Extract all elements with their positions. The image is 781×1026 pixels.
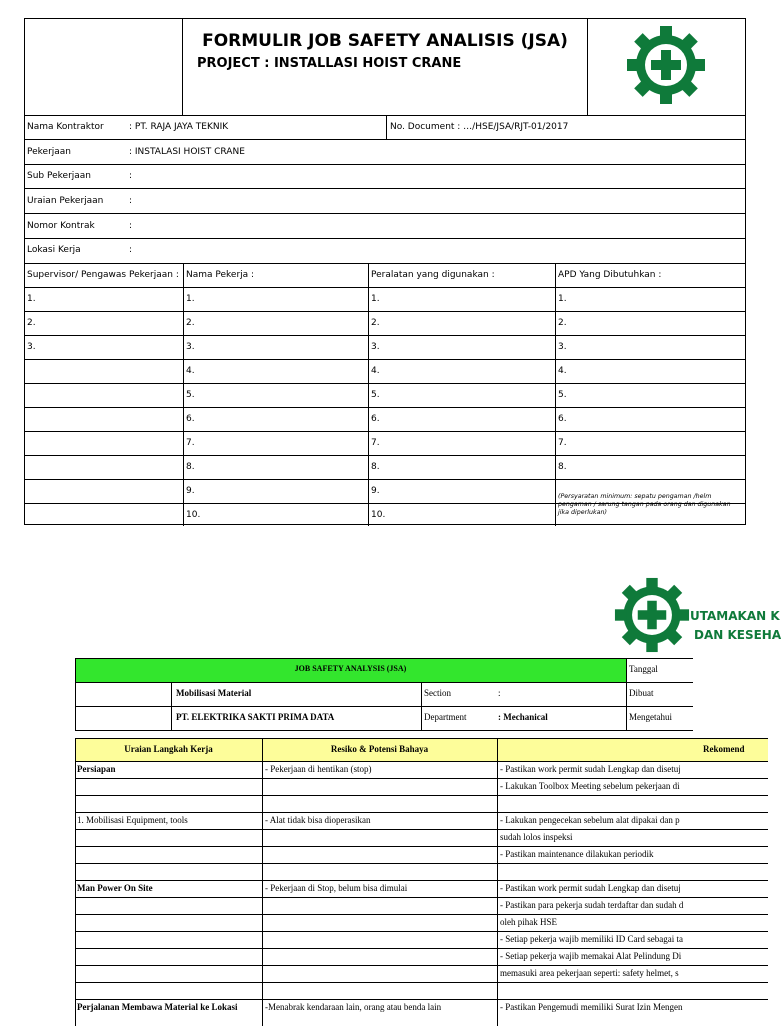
form-title: FORMULIR JOB SAFETY ANALISIS (JSA) <box>202 31 568 51</box>
kontraktor-label: Nama Kontraktor <box>27 122 104 132</box>
dibuat-label: Dibuat <box>629 688 654 698</box>
apd-note: (Persyaratan minimum: sepatu pengaman /helm pengaman / sarung tangan pada orang dan digunakan jika diperlukan) <box>558 493 731 516</box>
apd-row: 1. <box>558 294 567 304</box>
slogan-line-2: DAN KESEHA <box>694 628 781 642</box>
pekerja-row: 10. <box>186 510 201 520</box>
table-row <box>0 999 768 1016</box>
section-label: Section <box>424 688 451 698</box>
pekerja-row: 9. <box>186 486 195 496</box>
recommendation-cell: - Setiap pekerja wajib memiliki ID Card sebagai ta <box>500 934 683 944</box>
department-label: Department <box>424 712 467 722</box>
apd-row: 2. <box>558 318 567 328</box>
table-row <box>0 948 768 965</box>
jsa-title: JOB SAFETY ANALYSIS (JSA) <box>294 664 407 673</box>
nomor-kontrak-label: Nomor Kontrak <box>27 221 95 231</box>
pekerja-row: 8. <box>186 462 195 472</box>
risk-cell: -Menabrak kendaraan lain, orang atau benda lain <box>265 1002 442 1012</box>
table-row <box>0 897 768 914</box>
risk-cell: - Alat tidak bisa dioperasikan <box>265 815 371 825</box>
recommendation-cell: - Pastikan work permit sudah Lengkap dan disetuj <box>500 764 681 774</box>
recommendation-cell: oleh pihak HSE <box>500 917 557 927</box>
apd-row: 7. <box>558 438 567 448</box>
peralatan-row: 9. <box>371 486 380 496</box>
recommendation-cell: - Pastikan Pengemudi memiliki Surat Izin Mengen <box>500 1002 683 1012</box>
risk-cell: - Pekerjaan di Stop, belum bisa dimulai <box>265 883 408 893</box>
recommendation-cell: - Lakukan pengecekan sebelum alat dipakai dan p <box>500 815 680 825</box>
peralatan-row: 5. <box>371 390 380 400</box>
table-row <box>0 778 768 795</box>
peralatan-header: Peralatan yang digunakan : <box>371 270 495 280</box>
company-name: PT. ELEKTRIKA SAKTI PRIMA DATA <box>176 712 335 722</box>
table-row <box>0 965 768 982</box>
peralatan-row: 1. <box>371 294 380 304</box>
uraian-pekerjaan-label: Uraian Pekerjaan <box>27 196 104 206</box>
uraian-pekerjaan-value: : <box>129 196 133 206</box>
mobilisasi-label: Mobilisasi Material <box>176 688 252 698</box>
peralatan-row: 2. <box>371 318 380 328</box>
table-row <box>0 982 768 999</box>
step-cell: Persiapan <box>77 764 116 774</box>
section-value: : <box>498 688 501 698</box>
col-rekomendasi-header: Rekomend <box>703 744 745 754</box>
pekerja-row: 2. <box>186 318 195 328</box>
step-cell: Perjalanan Membawa Material ke Lokasi <box>77 1002 238 1012</box>
table-row <box>0 931 768 948</box>
table-row <box>0 812 768 829</box>
form-subtitle: PROJECT : INSTALLASI HOIST CRANE <box>197 56 462 71</box>
peralatan-row: 3. <box>371 342 380 352</box>
sub-pekerjaan-value: : <box>129 171 133 181</box>
recommendation-cell: sudah lolos inspeksi <box>500 832 573 842</box>
table-row <box>0 863 768 880</box>
apd-row: 5. <box>558 390 567 400</box>
supervisor-header: Supervisor/ Pengawas Pekerjaan : <box>27 270 179 280</box>
apd-row: 8. <box>558 462 567 472</box>
peralatan-row: 4. <box>371 366 380 376</box>
col-resiko-header: Resiko & Potensi Bahaya <box>330 744 429 754</box>
document-number: No. Document : …/HSE/JSA/RJT-01/2017 <box>390 122 569 132</box>
supervisor-row: 1. <box>27 294 36 304</box>
tanggal-label: Tanggal <box>629 664 658 674</box>
apd-header: APD Yang Dibutuhkan : <box>558 270 662 280</box>
col-uraian-header: Uraian Langkah Kerja <box>124 744 213 754</box>
pekerja-header: Nama Pekerja : <box>186 270 255 280</box>
apd-row: 3. <box>558 342 567 352</box>
sub-pekerjaan-label: Sub Pekerjaan <box>27 171 91 181</box>
recommendation-cell: - Pastikan work permit sudah Lengkap dan disetuj <box>500 883 681 893</box>
peralatan-row: 8. <box>371 462 380 472</box>
lokasi-kerja-label: Lokasi Kerja <box>27 245 81 255</box>
table-row <box>0 795 768 812</box>
peralatan-row: 6. <box>371 414 380 424</box>
mengetahui-label: Mengetahui <box>629 712 672 722</box>
table-row <box>0 846 768 863</box>
pekerjaan-label: Pekerjaan <box>27 147 72 157</box>
pekerja-row: 3. <box>186 342 195 352</box>
risk-cell: - Pekerjaan di hentikan (stop) <box>265 764 372 774</box>
peralatan-row: 10. <box>371 510 386 520</box>
table-row <box>0 914 768 931</box>
recommendation-cell: - Setiap pekerja wajib memakai Alat Pelindung Di <box>500 951 682 961</box>
pekerja-row: 6. <box>186 414 195 424</box>
lokasi-kerja-value: : <box>129 245 133 255</box>
step-cell: 1. Mobilisasi Equipment, tools <box>77 815 188 825</box>
pekerja-row: 4. <box>186 366 195 376</box>
table-row <box>0 761 768 778</box>
recommendation-cell: - Pastikan maintenance dilakukan periodik <box>500 849 654 859</box>
peralatan-row: 7. <box>371 438 380 448</box>
table-row <box>0 880 768 897</box>
apd-row: 4. <box>558 366 567 376</box>
pekerja-row: 7. <box>186 438 195 448</box>
pekerja-row: 1. <box>186 294 195 304</box>
apd-row: 6. <box>558 414 567 424</box>
recommendation-cell: - Pastikan para pekerja sudah terdaftar dan sudah d <box>500 900 684 910</box>
recommendation-cell: - Lakukan Toolbox Meeting sebelum pekerjaan di <box>500 781 680 791</box>
nomor-kontrak-value: : <box>129 221 133 231</box>
department-value: : Mechanical <box>498 712 548 722</box>
recommendation-cell: memasuki area pekerjaan seperti: safety helmet, s <box>500 968 679 978</box>
slogan-line-1: UTAMAKAN K <box>690 609 780 623</box>
table-row <box>0 829 768 846</box>
pekerja-row: 5. <box>186 390 195 400</box>
pekerjaan-value: : INSTALASI HOIST CRANE <box>129 147 245 157</box>
supervisor-row: 2. <box>27 318 36 328</box>
supervisor-row: 3. <box>27 342 36 352</box>
kontraktor-value: : PT. RAJA JAYA TEKNIK <box>129 122 229 132</box>
step-cell: Man Power On Site <box>77 883 153 893</box>
